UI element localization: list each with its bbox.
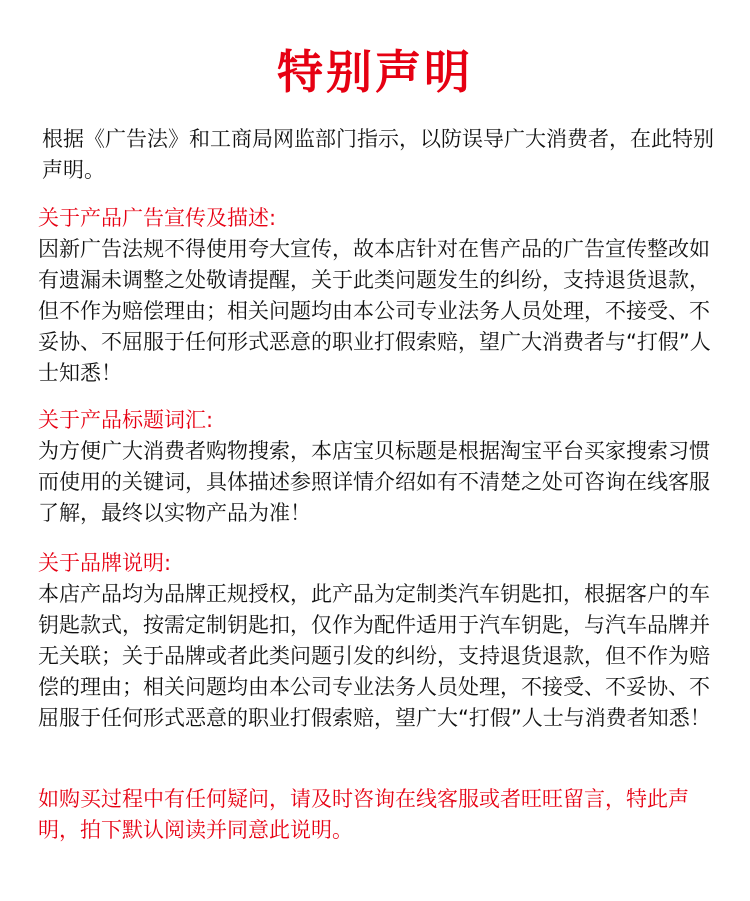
section-body: 因新广告法规不得使用夸大宣传，故本店针对在售产品的广告宣传整改如有遗漏未调整之处敬请提醒，关于此类问题发生的纠纷，支持退货退款，但不作为赔偿理由；相关问题均由本公司专业法务人员处理，不接受、不妥协、不屈服于任何形式恶意的职业打假索赔，望广大消费者与“打假”人士知悉！	[38, 237, 711, 385]
intro-paragraph: 根据《广告法》和工商局网监部门指示，以防误导广大消费者，在此特别声明。	[42, 127, 714, 182]
section-body: 本店产品均为品牌正规授权，此产品为定制类汽车钥匙扣，根据客户的车钥匙款式，按需定制钥匙扣，仅作为配件适用于汽车钥匙，与汽车品牌并无关联；关于品牌或者此类问题引发的纠纷，支持退货退款，但不作为赔偿的理由；相关问题均由本公司专业法务人员处理，不接受、不妥协、不屈服于任何形式恶意的职业打假索赔，望广大“打假”人士与消费者知悉！	[38, 582, 711, 730]
section-brand	[38, 548, 718, 734]
section-title-keywords	[38, 405, 718, 529]
section-advertising	[38, 203, 718, 389]
section-body: 为方便广大消费者购物搜索，本店宝贝标题是根据淘宝平台买家搜索习惯而使用的关键词，具体描述参照详情介绍如有不清楚之处可咨询在线客服了解，最终以实物产品为准！	[38, 439, 710, 525]
section-heading: 关于品牌说明:	[38, 551, 172, 575]
footer-notice: 如购买过程中有任何疑问，请及时咨询在线客服或者旺旺留言，特此声明，拍下默认阅读并同意此说明。	[38, 787, 689, 842]
page-title: 特别声明	[277, 45, 473, 99]
section-heading: 关于产品标题词汇:	[38, 408, 214, 432]
section-heading: 关于产品广告宣传及描述:	[38, 206, 277, 230]
